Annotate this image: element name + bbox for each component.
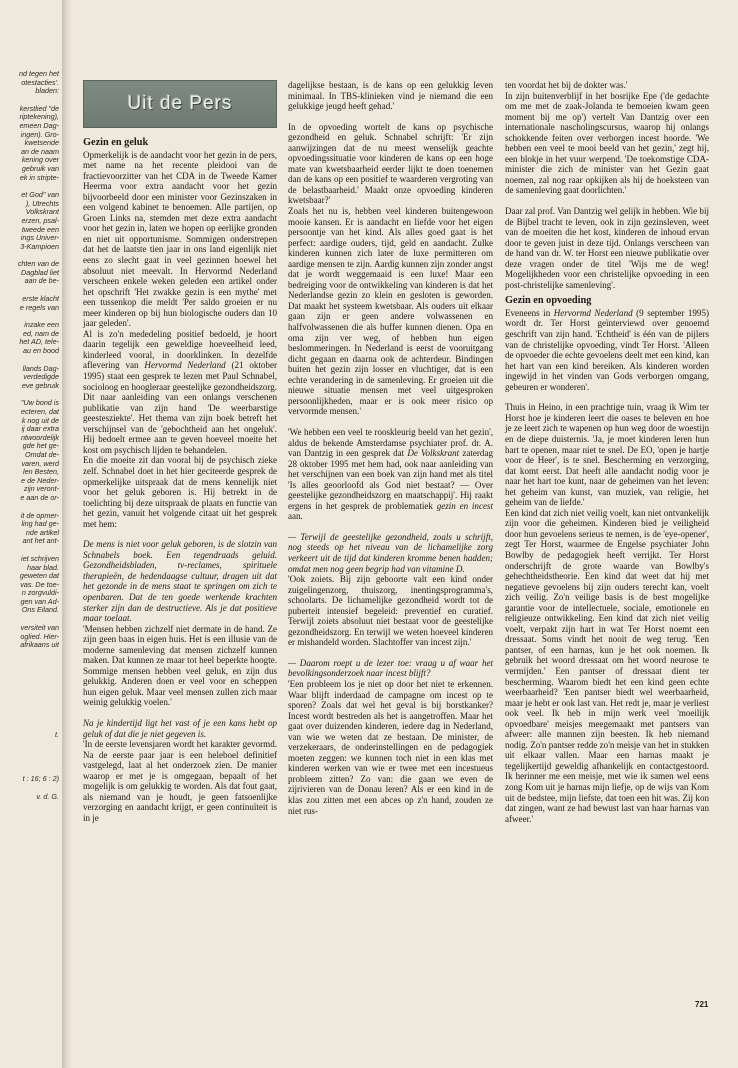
text-fragment: kening over bbox=[21, 155, 59, 165]
text-fragment: Dagblad liet bbox=[21, 267, 59, 277]
text-fragment: erzen, psal- bbox=[21, 215, 59, 225]
paragraph: Daar zal prof. Van Dantzig wel gelijk in hebben. Wie bij de Bijbel tracht te leven, ook in zijn gezinsleven, weet van de moeiten die het kost, kinderen de inhoud ervan door te geven juist in deze tijd. Onlangs verscheen van de hand van dr. W. ter Horst een nieuwe publikatie over deze vragen onder de titel 'Wijs me de weg! Mogelijkheden voor een christelijke opvoeding in een post-christelijke samenleving'. bbox=[505, 206, 709, 290]
paragraph: Opmerkelijk is de aandacht voor het gezin in de pers, met name na het recente pleidooi van de fractievoorzitter van het CDA in de Tweede Kamer Heerma voor extra aandacht voor het gezin bijvoorbeeld door een minister voor Gezinszaken in een volgend kabinet te benoemen. Alle partijen, op Groen Links na, stemden met deze extra aandacht voor het gezin in, laten we hopen op eerlijke gronden en niet uit opportunisme. Sommigen onderstrepen dat het de laatste tien jaar in ons land eigenlijk niet eens zo slecht gaat in veel gezinnen hoewel het absoluut niet meevalt. In Hervormd Nederland verscheen enkele weken geleden een artikel onder het opschrift 'Het zwakke gezin is een mythe' met een tussenkop die meldt 'Per saldo groeien er nu meer kinderen op bij hun biologische ouders dan 10 jaar geleden'. bbox=[83, 149, 277, 329]
text-fragment: haar blad. bbox=[27, 562, 59, 572]
text-fragment: vas. De toe- bbox=[20, 579, 59, 589]
text-fragment: ling had ge- bbox=[21, 519, 59, 529]
text-fragment: afrikaans uit bbox=[20, 640, 59, 650]
text-fragment: versiteit van bbox=[20, 623, 59, 633]
fragment-gap bbox=[0, 704, 62, 713]
text-fragment: "Uw bond is bbox=[20, 398, 59, 408]
column-2 bbox=[288, 80, 493, 816]
text-fragment: ntwoordelijk bbox=[21, 432, 59, 442]
text-fragment: kwetsende bbox=[24, 138, 59, 148]
text-fragment: iet schrijven bbox=[21, 553, 59, 563]
page-number: 721 bbox=[695, 1000, 709, 1009]
fragment-gap bbox=[0, 695, 62, 704]
section-banner bbox=[83, 80, 277, 128]
paragraph: 'In de eerste levensjaren wordt het karakter gevormd. Na de eerste paar jaar is een heleboel definitief vastgelegd, laat al het onderzoek zien. De manier waarop er met je is omgegaan, bepaalt of het mogelijk is om gelukkig te worden. Als dat fout gaat, als niemand van je houdt, je geen fatsoenlijke verzorging en aandacht krijgt, er geen continuïteit is in je bbox=[83, 739, 277, 823]
paragraph: Eveneens in Hervormd Nederland (9 september 1995) wordt dr. Ter Horst geïnterviewd over genoemd geschrift van zijn hand. 'Echtheid' is één van de pijlers van de christelijke opvoeding, vindt Ter Horst. 'Alleen de opvoeder die echte gevoelens deelt met een kind, kan het hart van een kind bereiken. Als kinderen worden ingewijd in het vinden van Gods verborgen omgang, gebeuren er wonderen'. bbox=[505, 307, 709, 392]
text-fragment: gebruik van bbox=[21, 163, 59, 173]
text-fragment: varen, werd bbox=[21, 458, 59, 468]
fragment-gap bbox=[0, 677, 62, 686]
text-fragment: gen van Ad- bbox=[20, 596, 59, 606]
text-fragment: kerstlied "de bbox=[19, 103, 59, 113]
paragraph: Thuis in Heino, in een prachtige tuin, vraag ik Wim ter Horst hoe je kinderen leert die oases te beleven en hoe je ze leert zich te wapenen op hun weg door de woestijn en de diepe duisternis. 'Ja, je moet kinderen leren hun hart te openen, maar niet te snel. De EO, 'open je hartje voor de Heer', is te snel. Bescherming en verzorging, dat komt eerst. Dat heeft alle aandacht nodig voor je naar het hart toe kunt, naar de geheimen van het leven: het geheim van kunst, van muziek, van religie, het geheim van de liefde.' bbox=[505, 402, 709, 508]
text-fragment: oglied. Hier- bbox=[20, 631, 59, 641]
fragment-gap bbox=[0, 757, 62, 766]
text-fragment: v. d. G. bbox=[36, 792, 59, 802]
quote: — Terwijl de geestelijke gezondheid, zoals u schrijft, nog steeds op het niveau van de lichamelijke zorg verkeert uit de tijd dat kinderen kromme benen hadden; omdat men nog geen begrip had van vitamine D. bbox=[288, 531, 493, 574]
page-gutter bbox=[62, 0, 72, 1068]
fragment-gap bbox=[0, 686, 62, 695]
text-fragment: e aan de or- bbox=[20, 492, 59, 502]
fragment-gap bbox=[0, 659, 62, 668]
text-fragment: len Besten, bbox=[23, 467, 59, 477]
paragraph: In de opvoeding wortelt de kans op psychische gezondheid en geluk. Schnabel schrijft: 'Er zijn aanwijzingen dat de nu meest wenselijk geachte opvoedingssituatie voor kinderen de kans op een hoge mate van kwetsbaarheid eerder lijkt te doen toenemen dan de kans op een positief te waarderen vergroting van de belastbaarheid.' Maakt onze opvoeding kinderen kwetsbaar?' bbox=[288, 121, 493, 206]
text-fragment: ings Univer- bbox=[20, 233, 59, 243]
column-3 bbox=[505, 80, 709, 824]
paragraph: dagelijkse bestaan, is de kans op een gelukkig leven minimaal. In TBS-klinieken vind je niemand die een gelukkige jeugd heeft gehad.' bbox=[288, 80, 493, 112]
heading-gezin-en-geluk: Gezin en geluk bbox=[83, 137, 149, 148]
fragment-gap bbox=[0, 722, 62, 731]
text-fragment: 3-Kampioen bbox=[20, 241, 59, 251]
text-fragment: k nog uit de bbox=[21, 415, 59, 425]
text-fragment: het AD, tele- bbox=[19, 337, 59, 347]
fragment-gap bbox=[0, 713, 62, 722]
paragraph: 'Ook zoiets. Bij zijn geboorte valt een kind onder zuigelingenzorg, thuiszorg, inentingsprogramma's, schoolarts. De lichamelijke gezondheid wordt tot de puberteit intensief begeleid: preventief en curatief. Terwijl zoiets absoluut niet bestaat voor de geestelijke gezondheidszorg. En terwijl we weten hoeveel kinderen er mishandeld worden. Slachtoffer van incest zijn.' bbox=[288, 574, 493, 648]
text-fragment: nd tegen het bbox=[19, 70, 59, 78]
fragment-gap bbox=[0, 739, 62, 748]
text-fragment: e de Neder- bbox=[21, 475, 59, 485]
text-fragment: n zorgvuldi- bbox=[21, 588, 59, 598]
text-fragment: t. bbox=[55, 729, 59, 739]
text-fragment: an de naam bbox=[21, 146, 59, 156]
text-fragment: emeen Dag- bbox=[19, 120, 59, 130]
text-fragment: eve gebruik bbox=[21, 380, 59, 390]
text-fragment: aan de be- bbox=[24, 276, 59, 286]
paragraph: In zijn buitenverblijf in het bosrijke Epe ('de gedachte om me met de zaak-Jolanda te bemoeien kwam geen moment bij me op') vertelt Van Dantzig over een internationale nascholingscursus, waarop hij onlangs schokkende feiten over verborgen incest hoorde. 'We hebben een veel te mooi beeld van het gezin,' zegt hij, een blokje in het vuur werpend. 'De toekomstige CDA-minister die zich de minister van het Gezin gaat noemen, zal nog raar opkijken als hij de hoeksteen van de samenleving gaat doorlichten.' bbox=[505, 90, 709, 196]
text-fragment: inzake een bbox=[24, 320, 59, 330]
paragraph: Al is zo'n mededeling positief bedoeld, je hoort daarin tegelijk een geweldige hoeveelheid leed, kinderleed vooral, in doorklinken. In dezelfde aflevering van Hervormd Nederland (21 oktober 1995) staat een gesprek te lezen met Paul Schnabel, socioloog en hoogleraar geestelijke gezondheidszorg. Dit naar aanleiding van een onlangs verschenen publikatie van zijn hand 'De weerbarstige geestesziekte'. Het thema van zijn boek betreft het verschijnsel van de 'gebochtheid aan het ongeluk'. Hij bedoelt ermee aan te geven hoeveel moeite het kost om psychisch lijden te behandelen. bbox=[83, 328, 277, 455]
text-fragment: ant het ant- bbox=[22, 536, 59, 546]
fragment-gap bbox=[0, 650, 62, 659]
text-fragment: ecteren, dat bbox=[21, 407, 59, 416]
text-fragment: zijn veront- bbox=[23, 484, 59, 494]
column-1 bbox=[83, 80, 277, 823]
paragraph: 'We hebben een veel te rooskleurig beeld van het gezin', aldus de bekende Amsterdamse psychiater prof. dr. A. van Dantzig in een gesprek dat De Volkskrant zaterdag 28 oktober 1995 met hem had, ook naar aanleiding van het verschijnen van een boek van zijn hand met als titel 'Is alles geoorloofd als God niet bestaat? — Over geestelijke gezondheidszorg en maatschappij'. Hij raakt ergens in het gesprek de problematiek gezin en incest aan. bbox=[288, 426, 494, 522]
text-fragment: nde artikel bbox=[25, 527, 59, 537]
paragraph: 'Een probleem los je niet op door het niet te erkennen. Waar blijft inderdaad de campagne om incest op te sporen? Zoals dat wel het geval is bij borstkanker? Incest wordt bestreden als het is aangetroffen. Maar het gaat over duizenden kinderen, iedere dag in Nederland, van wie we weten dat ze bestaan. De minister, de verzekeraars, de onderinstellingen en de pedagogiek moeten zeggen: we kunnen toch niet in een klas met kinderen werken van wie er twee met een incestueus probleem zitten? Zo van: die gaan we even de zijrivieren van de Donau leren? Als er een kind in de klas zou zitten met een abces op z'n hand, zouden ze niet rus- bbox=[288, 678, 493, 816]
fragment-gap bbox=[0, 748, 62, 757]
text-fragment: verdedigde bbox=[23, 372, 59, 382]
fragment-gap bbox=[0, 668, 62, 677]
quote: Na je kindertijd ligt het vast of je een kans hebt op geluk of dat die je niet gegeven is. bbox=[83, 717, 277, 739]
text-fragment: geweten dat bbox=[19, 571, 59, 581]
text-fragment: tweede een bbox=[21, 224, 59, 234]
text-fragment: erste klacht bbox=[22, 294, 59, 304]
text-fragment: ed, nam de bbox=[23, 328, 59, 338]
text-fragment: ij daar extra bbox=[21, 424, 59, 434]
text-fragment: bladen: bbox=[35, 86, 59, 96]
text-fragment: au en bood bbox=[23, 346, 59, 356]
text-fragment: et God" van bbox=[21, 190, 59, 200]
paragraph: En die moeite zit dan vooral bij de psychisch zieke zelf. Schnabel doet in het hier geciteerde gesprek de opmerkelijke uitspraak dat de mens kennelijk niet voor het geluk geboren is. Hij betrekt in de toelichting bij deze uitspraak de plaats en functie van het gezin, vanuit het volgende citaat uit het gesprek met hem: bbox=[83, 455, 277, 529]
text-fragment: chten van de bbox=[17, 259, 59, 269]
text-fragment: it de opmer- bbox=[20, 510, 59, 520]
paragraph: Een kind dat zich niet veilig voelt, kan niet ontvankelijk zijn voor die geheimen. Kinderen bied je veiligheid door hun gevoelens serieus te nemen, is de 'eye-opener', zegt Ter Horst, waarmee de Engelse psychiater John Bowlby de pedagogiek heeft verrijkt. Ter Horst onderschrijft de grote waarde van Bowlby's gehechtheidstheorie. Een kind dat weet dat hij met negatieve gevoelens bij zijn ouders terecht kan, voelt zich veilig. Zo'n veilige basis is de best mogelijke garantie voor de intellectuele, sociale, emotionele en religieuze ontwikkeling. Een kind dat zich niet veilig voelt, verpakt zijn hart in wat Ter Horst noemt een dressaat. Soms vindt het nooit de weg terug. 'Een pantser, of een harnas, kun je het ook noemen. Ik gebruik het woord dressaat om het woord neurose te vermijden.' Een pantser of dressaat dient ter bescherming. Waarom biedt het een kind geen echte weerbaarheid? 'Een pantser biedt wel weerbaarheid, maar je hebt er ook last van. Het redt je, maar je verliest ook veel. Ik heb in mijn werk veel 'moeilijk opvoedbare' meisjes meegemaakt met pantsers van afweer: alle mannen zijn beesten. Ik heb niemand nodig. Zo'n pantser redde zo'n meisje van het in stukken uit elkaar vallen. Maar een harnas maakt je tegelijkertijd geweldig afhankelijk en contactgestoord. Ik herinner me een meisje, met wie ik samen wel eens zong Kom uit je harnas mijn liefje, op de wijs van Kom uit de bedstee, mijn liefste, dat toen een hit was. Zij kon dat zingen, want ze had bewust last van haar harnas van afweer.' bbox=[505, 507, 709, 824]
section-title: Uit de Pers bbox=[127, 92, 233, 114]
text-fragment: Ons Eiland. bbox=[21, 605, 59, 615]
text-fragment: ingen). Gro- bbox=[20, 129, 59, 139]
text-fragment: t : 16; 6 : 2) bbox=[22, 774, 59, 784]
paragraph: 'Mensen hebben zichzelf niet dermate in de hand. Ze zijn geen baas in eigen huis. Het is een illusie van de moderne samenleving dat mensen zichzelf kunnen maken. Dat kunnen ze maar tot heel beperkte hoogte. Sommige mensen hebben veel geluk, en zijn dus gelukkig. Anderen doen er veel voor en scheppen hun eigen geluk. Maar veel mensen zullen zich maar weinig gelukkig voelen.' bbox=[83, 623, 277, 708]
previous-page-fragment bbox=[0, 70, 62, 1030]
text-fragment: gde het ge- bbox=[22, 441, 59, 451]
text-fragment: ), Utrechts bbox=[25, 198, 59, 208]
text-fragment: riptekening), bbox=[19, 112, 59, 122]
quote: — Daarom roept u de lezer toe: vraag u af waar het bevolkingsonderzoek naar incest blijft? bbox=[288, 657, 493, 679]
text-fragment: e regels van bbox=[19, 302, 59, 312]
paragraph: ten voordat het bij de dokter was.' bbox=[505, 80, 628, 90]
text-fragment: ek in stripte- bbox=[19, 172, 59, 182]
text-fragment: llands Dag- bbox=[22, 363, 59, 373]
text-fragment: Omdat de- bbox=[25, 449, 59, 459]
text-fragment: Volkskrant bbox=[25, 207, 59, 217]
paragraph: Zoals het nu is, hebben veel kinderen buitengewoon mooie kansen. Er is aandacht en liefde voor het eigen persoontje van het kind. Als alles goed gaat is het perfect: aardige ouders, tijd, geld en aandacht. Zulke kinderen kunnen zich later de luxe permitteren om aardige mensen te zijn. Aardig kunnen zijn zonder angst dat je wordt weggemaaid is een luxe! Maar een bedreiging voor de ontwikkeling van kinderen is dat het Nederlandse gezin zo klein en gesloten is geworden. Dat maakt het systeem kwetsbaar. Als ouders uit elkaar gaan zijn er geen andere volwassenen en halfvolwassenen die als buffer kunnen dienen. Opa en oma zijn ver weg, of hebben hun eigen beslommeringen. In Nederland is eerst de vooruitgang dicht gegaan en daarna ook de achterdeur. Bindingen buiten het gezin zijn losser en vluchtiger, dat is een echte verandering in de samenleving. Er groeien uit die nieuwe situatie mensen met veel uitgesproken persoonlijkheden, maar er is ook meer risico op vervormde mensen.' bbox=[288, 206, 493, 417]
heading-gezin-en-opvoeding: Gezin en opvoeding bbox=[505, 295, 592, 307]
text-fragment: otestacties'. bbox=[21, 77, 59, 87]
quote: De mens is niet voor geluk geboren, is de slotzin van Schnabels boek. Een tegendraads geluid. Gezondheidsbladen, tv-reclames, spirituele therapieën, de hedendaagse cultuur, dragen uit dat het gezonde in de mens staat te springen om zich te openbaren. Dat de ten goede werkende krachten sterker zijn dan de destructieve. Als je dat positieve maar toelaat. bbox=[83, 539, 277, 624]
